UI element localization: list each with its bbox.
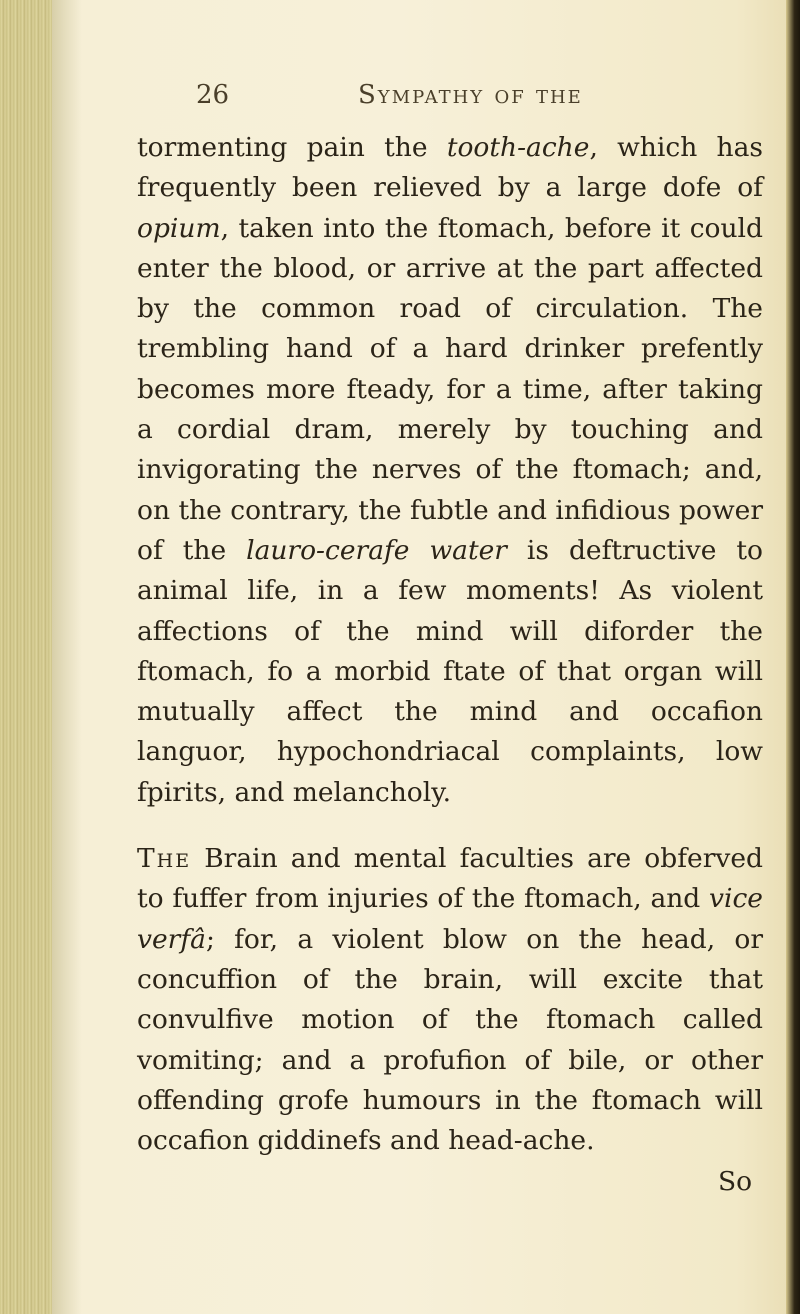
running-head: Sympathy of the <box>358 80 583 110</box>
text-run: , taken into the ftomach, before it could enter the blood, or arrive at the part affected by the common road of circulation. The trembling hand of a hard drinker prefently becomes more fteady, for a time, after taking a cordial dram, merely by touching and invigorating the nerves of the ftomach; and, on the contrary, the fubtle and infidious power of the <box>137 212 764 566</box>
italic-term: opium <box>137 212 221 244</box>
small-caps-lead: The <box>137 843 192 875</box>
gutter-shadow <box>52 0 82 1314</box>
page-edge <box>786 0 800 1314</box>
text-run: Brain and mental faculties are obferved to fuffer from injuries of the ftomach, and <box>137 843 763 915</box>
paragraph <box>137 128 763 813</box>
text-run: , which has frequently been relieved by a large dofe of <box>137 132 763 204</box>
text-run: is deftructive to animal life, in a few moments! As violent affections of the mind will diforder the ftomach, fo a morbid ftate of that organ will mutually affect the mind and occafion languor, hypochondriacal complaints, low fpirits, and melancholy. <box>137 534 763 808</box>
binding-edge <box>0 0 52 1314</box>
italic-term: vice verfâ <box>137 883 763 955</box>
catchword: So <box>718 1166 753 1197</box>
page-header <box>0 78 800 118</box>
paragraph <box>137 839 763 1161</box>
italic-term: tooth-ache <box>446 132 590 163</box>
body-text <box>137 128 763 1188</box>
text-run: tormenting pain the <box>137 132 447 163</box>
italic-term: lauro-cerafe water <box>246 534 507 566</box>
text-run: ; for, a violent blow on the head, or concuffion of the brain, will excite that convulfive motion of the ftomach called vomiting; and a profufion of bile, or other offending grofe humours in the ftomach will occafion giddinefs and head-ache. <box>137 923 763 1157</box>
page-number: 26 <box>196 80 230 110</box>
